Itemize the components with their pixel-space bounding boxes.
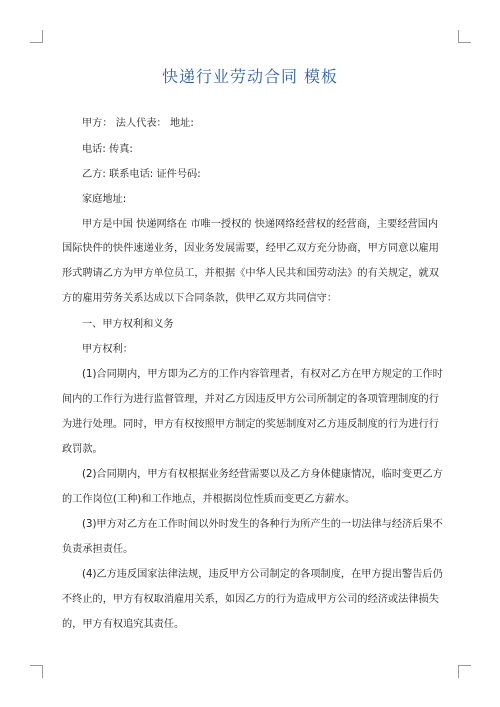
clause-4-line-2: 不终止的，甲方有权取消雇用关系，如因乙方的行为造成甲方公司的经济或法律损失	[62, 594, 439, 605]
party-b-line: 乙方: 联系电话: 证件号码:	[82, 169, 201, 180]
clause-1-line-4: 政罚款。	[62, 444, 103, 455]
crop-mark-top-right	[458, 30, 471, 43]
clause-4-line-1: (4)乙方违反国家法律法规，违反甲方公司制定的各项制度，在甲方提出警告后仍	[82, 569, 443, 580]
clause-3-line-2: 负责承担责任。	[62, 544, 134, 555]
phone-fax-line: 电话: 传真:	[82, 144, 133, 155]
clause-3-line-1: (3)甲方对乙方在工作时间以外时发生的各种行为所产生的一切法律与经济后果不	[82, 519, 443, 530]
crop-mark-top-left	[30, 30, 43, 43]
crop-mark-bottom-left	[30, 665, 43, 678]
crop-mark-bottom-right	[458, 665, 471, 678]
clause-2-line-2: 的工作岗位(工种)和工作地点，并根据岗位性质而变更乙方薪水。	[62, 494, 356, 505]
party-a-line: 甲方： 法人代表： 地址:	[82, 118, 194, 129]
clause-2-line-1: (2)合同期内，甲方有权根据业务经营需要以及乙方身体健康情况，临时变更乙方	[82, 469, 443, 480]
intro-line-3: 形式聘请乙方为甲方单位员工，并根据《中华人民共和国劳动法》的有关规定，就双	[62, 268, 439, 279]
clause-4-line-3: 的，甲方有权追究其责任。	[62, 619, 185, 630]
clause-1-line-3: 为进行处理。同时，甲方有权按照甲方制定的奖惩制度对乙方违反制度的行为进行行	[62, 419, 439, 430]
home-address-line: 家庭地址:	[82, 194, 127, 205]
clause-1-line-1: (1)合同期内，甲方即为乙方的工作内容管理者，有权对乙方在甲方规定的工作时	[82, 369, 443, 380]
document-title: 快递行业劳动合同 模板	[161, 67, 339, 86]
intro-line-2: 国际快件的快件速递业务，因业务发展需要，经甲乙双方充分协商，甲方同意以雇用	[62, 243, 439, 254]
section-heading-1: 一、甲方权利和义务	[82, 319, 174, 330]
party-a-rights-label: 甲方权利：	[82, 344, 133, 355]
intro-line-1: 甲方是中国 快递网络在 市唯一授权的 快递网络经营权的经营商，主要经营国内	[82, 219, 439, 230]
intro-line-4: 方的雇用劳务关系达成以下合同条款，供甲乙双方共同信守：	[62, 293, 338, 304]
clause-1-line-2: 间内的工作行为进行监督管理，并对乙方因违反甲方公司所制定的各项管理制度的行	[62, 394, 439, 405]
